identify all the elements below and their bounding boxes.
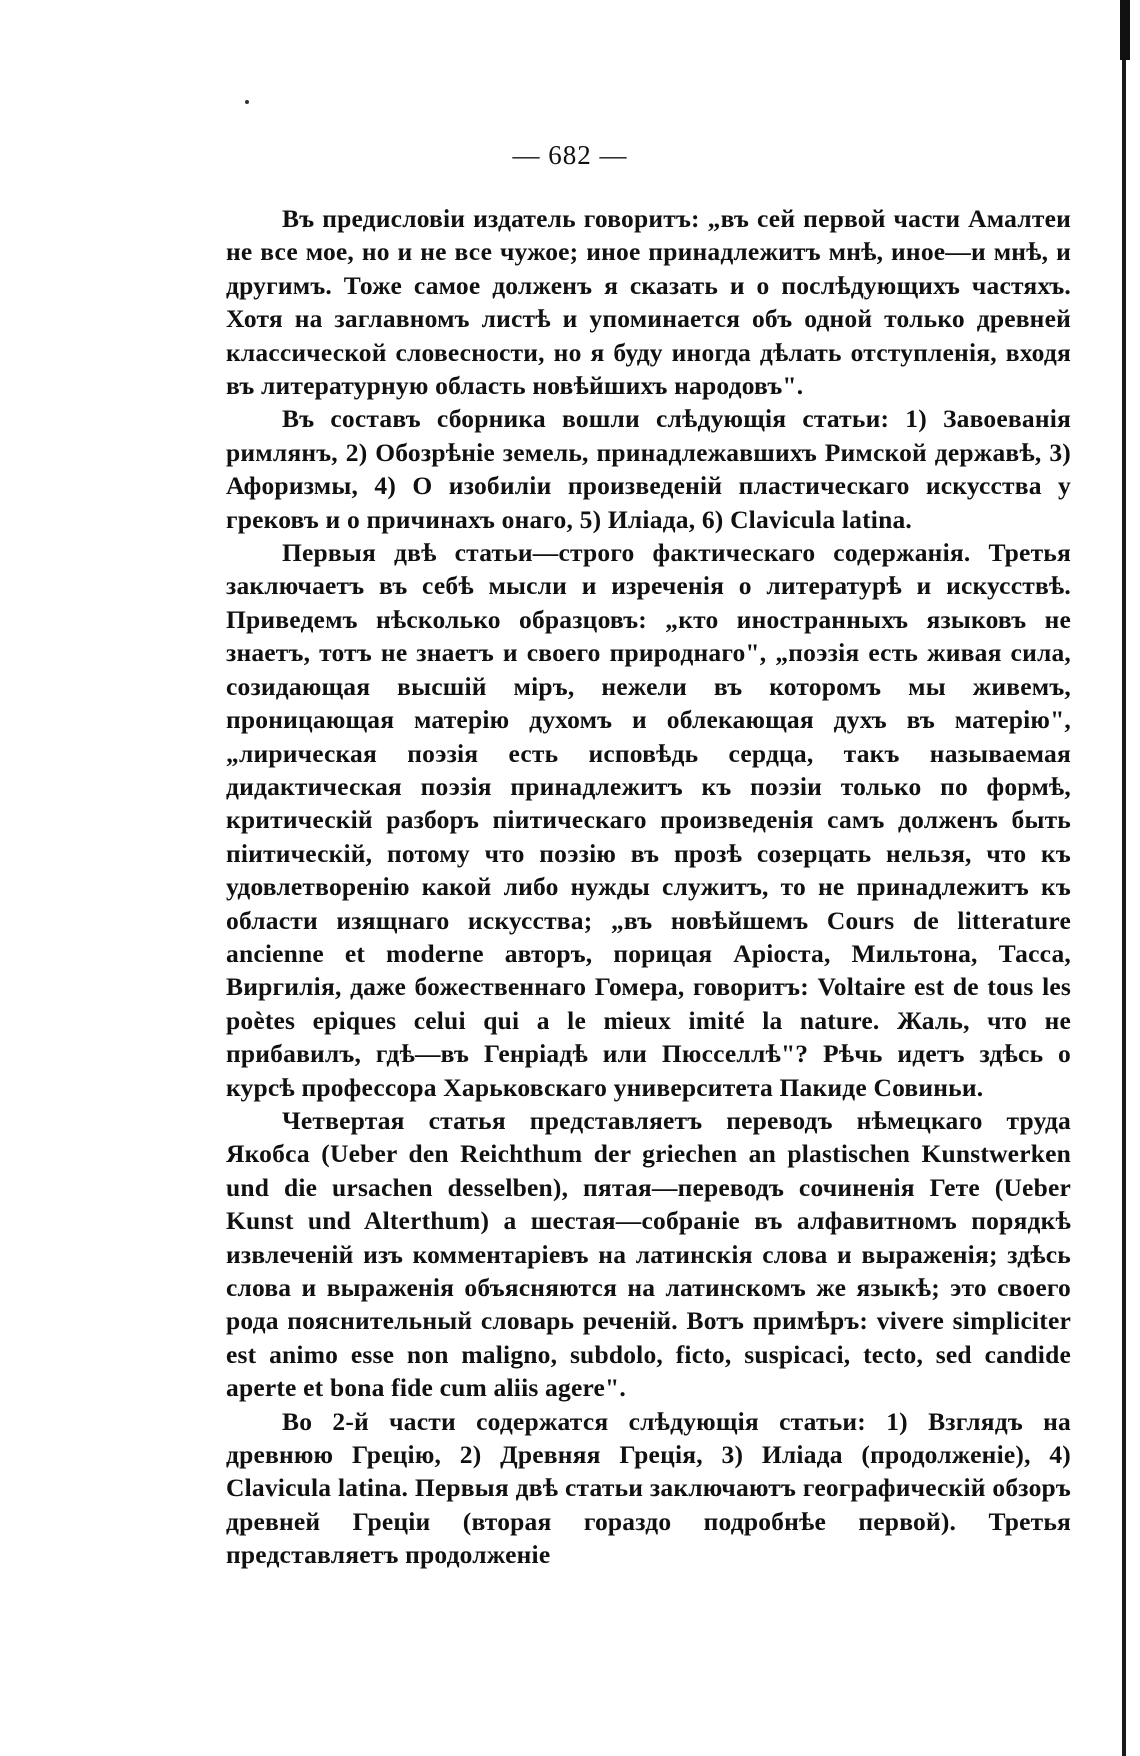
paragraph-aphorisms: Первыя двѣ статьи—строго фактическаго содержанія. Третья заключаетъ въ себѣ мысли и изреченія о литературѣ и искусствѣ. Приведемъ нѣсколько образцовъ: „кто иностранныхъ языковъ не знаетъ, тотъ не знаетъ и своего природнаго", „поэзія есть живая сила, созидающая высшій міръ, нежели въ которомъ мы живемъ, проницающая матерію духомъ и облекающая духъ въ матерію", „лирическая поэзія есть исповѣдь сердца, такъ называемая дидактическая поэзія принадлежитъ къ поэзіи только по формѣ, критическій разборъ піитическаго произведенія самъ долженъ быть піитическій, потому что поэзію въ прозѣ созерцать нельзя, что къ удовлетворенію какой либо нужды служитъ, то не принадлежитъ къ области изящнаго искусства; „въ новѣйшемъ Cours de litterature ancienne et moderne авторъ, порицая Аріоста, Мильтона, Тасса, Виргилія, даже божественнаго Гомера, говоритъ: Voltaire est de tous les poètes epiques celui qui a le mieux imité la nature. Жаль, что не прибавилъ, гдѣ—въ Генріадѣ или Пюсселлѣ"? Рѣчь идетъ здѣсь о курсѣ профессора Харьковскаго университета Пакиде Совиньи. — [226, 538, 1071, 1102]
scan-page-edge — [1122, 0, 1126, 1756]
page-number: — 682 — — [512, 140, 628, 170]
scan-binding-mark — [1120, 0, 1130, 60]
paragraph-preface: Въ предисловіи издатель говоритъ: „въ сей первой части Амалтеи не все мое, но и не все чужое; иное принадлежитъ мнѣ, иное—и мнѣ, и другимъ. Тоже самое долженъ я сказать и о послѣдующихъ частяхъ. Хотя на заглавномъ листѣ и упоминается объ одной только древней классической словесности, но я буду иногда дѣлать отступленія, входя въ литературную область новѣйшихъ народовъ". — [226, 204, 1071, 401]
paragraph-fourth-article: Четвертая статья представляетъ переводъ нѣмецкаго труда Якобса (Ueber den Reichthum der griechen an plastischen Kunstwerken und die ursachen desselben), пятая—переводъ сочиненія Гете (Ueber Kunst und Alterthum) а шестая—собраніе въ алфавитномъ порядкѣ извлеченій изъ комментаріевъ на латинскія слова и выраженія; здѣсь слова и выраженія объясняются на латинскомъ же языкѣ; это своего рода пояснительный словарь реченій. Вотъ примѣръ: vivere simpliciter est animo esse non maligno, subdolo, ficto, suspicaci, tecto, sed candide aperte et bona fide cum aliis agere". — [226, 1105, 1071, 1403]
paragraph-contents: Въ составъ сборника вошли слѣдующія статьи: 1) Завоеванія римлянъ, 2) Обозрѣніе земель, принадлежавшихъ Римской державѣ, 3) Афоризмы, 4) О изобиліи произведеній пластическаго искусства у грековъ и о причинахъ онаго, 5) Иліада, 6) Clavicula latina. — [226, 404, 1071, 534]
paragraph-second-part: Во 2-й части содержатся слѣдующія статьи: 1) Взглядъ на древнюю Грецію, 2) Древняя Греція, 3) Иліада (продолженіе), 4) Clavicula latina. Первыя двѣ статьи заключаютъ географическій обзоръ древней Греціи (вторая гораздо подробнѣе первой). Третья представляетъ продолженіе — [226, 1406, 1071, 1570]
body-text — [226, 202, 1071, 1572]
scan-speck — [245, 100, 249, 104]
